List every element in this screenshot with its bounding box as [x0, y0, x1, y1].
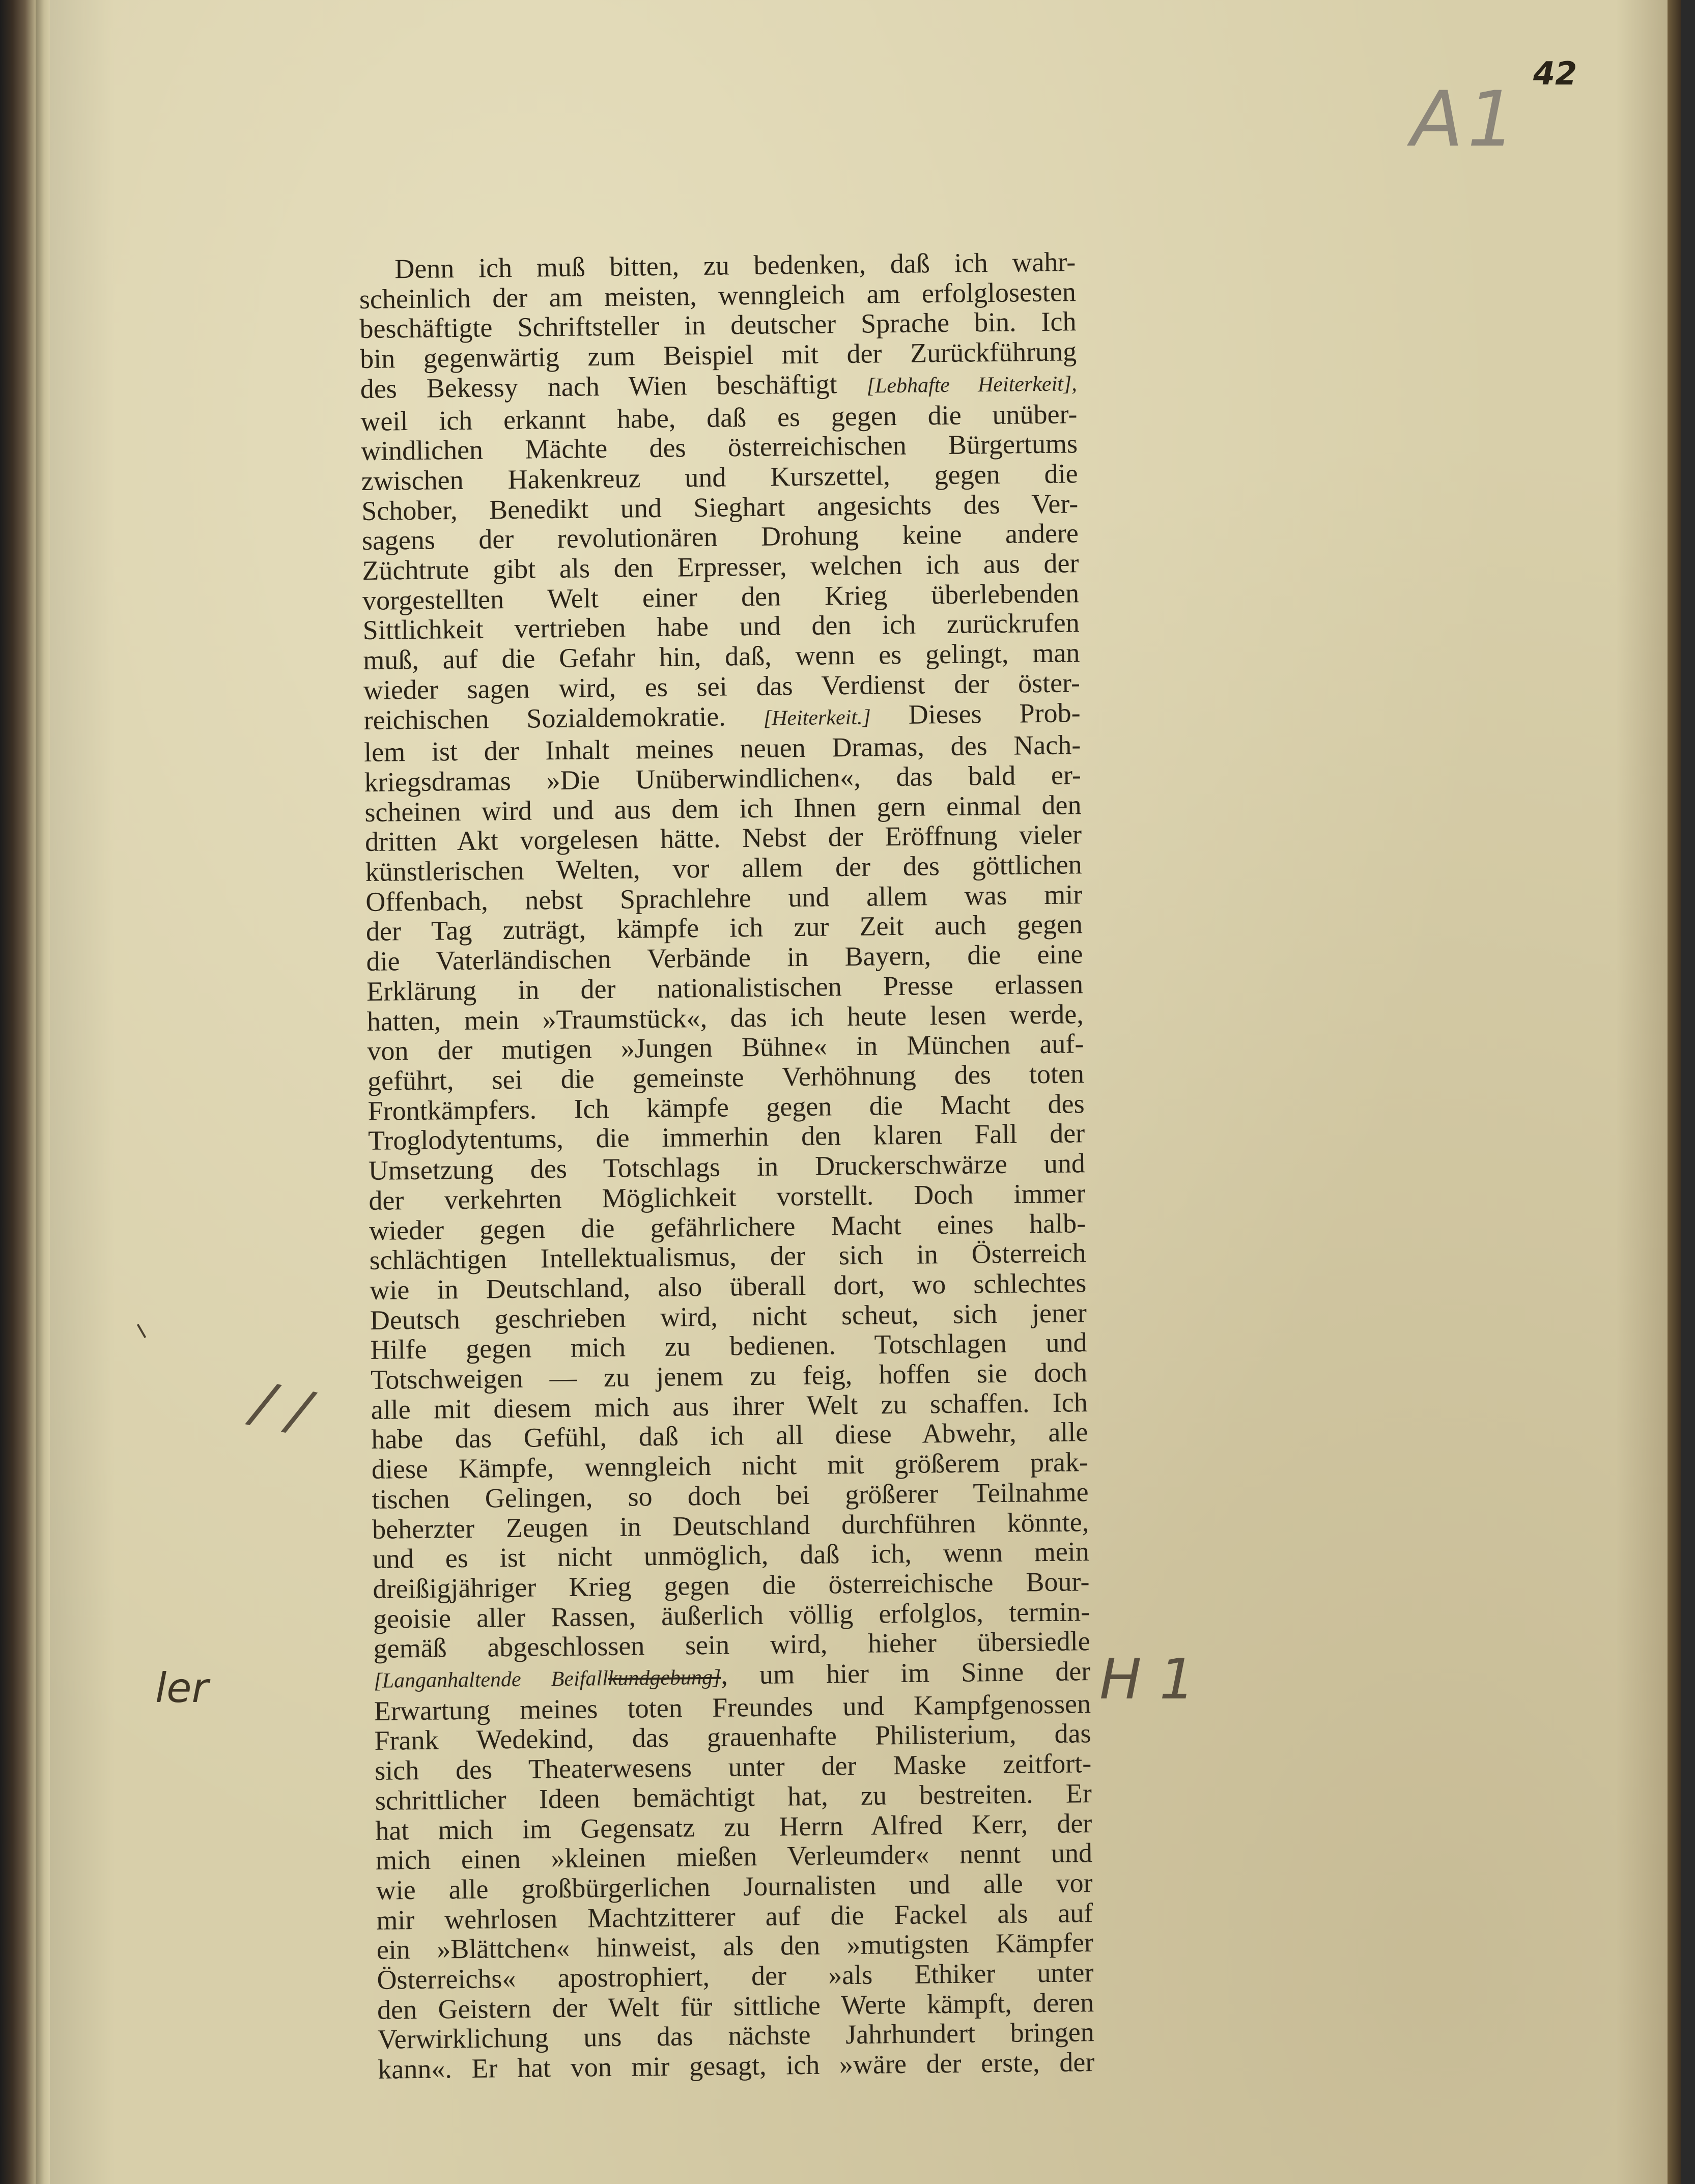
text-line: beschäftigte Schriftsteller in deutscher Sprache bin. Ich — [359, 306, 1077, 345]
text-line: bin gegenwärtig zum Beispiel mit der Zurückführung — [359, 336, 1077, 375]
text-line: weil ich erkannt habe, daß es gegen die unüber- — [360, 398, 1078, 437]
body-text — [359, 247, 1095, 2084]
spine-edge — [36, 0, 50, 2184]
text-line: Sittlichkeit vertrieben habe und den ich zurückrufen — [362, 607, 1080, 646]
text-line: windlichen Mächte des österreichischen Bürgertums — [360, 428, 1078, 467]
text-line: der Tag zuträgt, kämpfe ich zur Zeit auch gegen — [365, 909, 1083, 947]
text-line: Erklärung in der nationalistischen Presse erlassen — [366, 969, 1084, 1007]
text-line: hatten, mein »Traumstück«, das ich heute lesen werde, — [366, 998, 1084, 1037]
text-line: von der mutigen »Jungen Bühne« in München auf- — [367, 1028, 1084, 1067]
stage-direction: [Langanhaltende Beifall — [374, 1667, 608, 1693]
margin-annotation-slashes: / / — [247, 1369, 316, 1444]
text-line: Umsetzung des Totschlags in Druckerschwärze und — [368, 1148, 1086, 1186]
text-line: vorgestellten Welt einer den Krieg überlebenden — [362, 577, 1080, 616]
struck-stage-direction: kundgebung] — [608, 1665, 721, 1691]
text-segment: Dieses Prob- — [908, 697, 1081, 730]
text-line: beherzter Zeugen in Deutschland durchführen könnte, — [372, 1506, 1089, 1545]
text-line: Erwartung meines toten Freundes und Kampfgenossen — [374, 1688, 1091, 1726]
text-line: hat mich im Gegensatz zu Herrn Alfred Kerr, der — [375, 1807, 1092, 1846]
text-line: künstlerischen Welten, vor allem der des göttlichen — [365, 849, 1082, 887]
text-line: Schober, Benedikt und Sieghart angesichts des Ver- — [361, 488, 1079, 526]
text-segment: , um hier im Sinne der — [720, 1656, 1091, 1690]
text-line: wie alle großbürgerlichen Journalisten und alle vor — [376, 1867, 1093, 1906]
stage-direction: [Lebhafte Heiterkeit], — [866, 372, 1077, 398]
text-line: scheinlich der am meisten, wenngleich am erfolglosesten — [359, 276, 1077, 315]
text-line: lem ist der Inhalt meines neuen Dramas, des Nach- — [363, 729, 1081, 768]
text-line: habe das Gefühl, daß ich all diese Abwehr, alle — [371, 1416, 1088, 1455]
text-segment: des Bekessy nach Wien beschäftigt — [360, 368, 837, 404]
text-line: sich des Theaterwesens unter der Maske zeitfort- — [374, 1748, 1092, 1786]
text-line: ein »Blättchen« hinweist, als den »mutigsten Kämpfer — [376, 1927, 1094, 1966]
margin-annotation-ler: ler — [155, 1664, 209, 1712]
text-line: Troglodytentums, die immerhin den klaren Fall der — [368, 1118, 1085, 1156]
text-line: Totschweigen — zu jenem zu feig, hoffen sie doch — [370, 1357, 1088, 1395]
text-line: kann«. Er hat von mir gesagt, ich »wäre der erste, der — [378, 2047, 1095, 2085]
text-line: dritten Akt vorgelesen hätte. Nebst der Eröffnung vieler — [364, 819, 1082, 858]
text-line: der verkehrten Möglichkeit vorstellt. Doch immer — [369, 1177, 1086, 1216]
text-line: Denn ich muß bitten, zu bedenken, daß ich wahr- — [394, 246, 1076, 285]
text-line: wie in Deutschland, also überall dort, wo schlechtes — [369, 1267, 1087, 1306]
text-line: Österreichs« apostrophiert, der »als Ethiker unter — [377, 1957, 1094, 1995]
text-line: gemäß abgeschlossen sein wird, hieher übersiedle — [373, 1626, 1090, 1664]
text-line: geführt, sei die gemeinste Verhöhnung des toten — [367, 1058, 1085, 1096]
text-line: die Vaterländischen Verbände in Bayern, die eine — [366, 939, 1083, 977]
text-line: Züchtrute gibt als den Erpresser, welchen ich aus der — [362, 548, 1079, 586]
text-line: schrittlicher Ideen bemächtigt hat, zu bestreiten. Er — [375, 1777, 1092, 1816]
text-line: Offenbach, nebst Sprachlehre und allem was mir — [365, 878, 1083, 917]
book-spine — [0, 0, 36, 2184]
folio-pencil-mark: A1 — [1411, 75, 1520, 164]
text-line: Hilfe gegen mich zu bedienen. Totschlagen und — [370, 1327, 1087, 1366]
text-line: geoisie aller Rassen, äußerlich völlig erfolglos, termin- — [373, 1596, 1090, 1634]
text-line: muß, auf die Gefahr hin, daß, wenn es gelingt, man — [363, 637, 1080, 676]
text-line: kriegsdramas »Die Unüberwindlichen«, das bald er- — [364, 759, 1082, 798]
stage-direction: [Heiterkeit.] — [763, 705, 871, 730]
text-line: Frontkämpfers. Ich kämpfe gegen die Macht des — [368, 1088, 1085, 1126]
text-line: Frank Wedekind, das grauenhafte Philisterium, das — [374, 1718, 1091, 1756]
text-line: Deutsch geschrieben wird, nicht scheut, sich jener — [370, 1297, 1087, 1336]
text-line: zwischen Hakenkreuz und Kurszettel, gegen die — [361, 458, 1078, 496]
text-line: diese Kämpfe, wenngleich nicht mit größerem prak- — [371, 1446, 1089, 1485]
text-line: schlächtigen Intellektualismus, der sich in Österreich — [369, 1237, 1086, 1276]
text-line: den Geistern der Welt für sittliche Werte kämpft, deren — [377, 1987, 1094, 2025]
text-line: sagens der revolutionären Drohung keine andere — [361, 518, 1079, 556]
text-line: wieder gegen die gefährlichere Macht eines halb- — [369, 1207, 1086, 1246]
text-line: alle mit diesem mich aus ihrer Welt zu schaffen. Ich — [371, 1386, 1088, 1425]
text-segment: reichischen Sozialdemokratie. — [363, 701, 726, 735]
page-edge — [1668, 0, 1681, 2184]
text-line: mir wehrlosen Machtzitterer auf die Fackel als auf — [376, 1897, 1093, 1936]
text-line: dreißigjähriger Krieg gegen die österreichische Bour- — [373, 1566, 1090, 1604]
text-line: Verwirklichung uns das nächste Jahrhundert bringen — [377, 2017, 1094, 2055]
text-line: und es ist nicht unmöglich, daß ich, wenn mein — [372, 1536, 1090, 1575]
text-line: mich einen »kleinen mießen Verleumder« nennt und — [375, 1837, 1093, 1876]
page-number: 42 — [1533, 55, 1577, 92]
text-line: wieder sagen wird, es sei das Verdienst der öster- — [363, 667, 1081, 705]
text-line: scheinen wird und aus dem ich Ihnen gern einmal den — [364, 789, 1082, 828]
margin-annotation-h1: H 1 — [1099, 1647, 1195, 1712]
text-line: tischen Gelingen, so doch bei größerer Teilnahme — [372, 1476, 1089, 1515]
